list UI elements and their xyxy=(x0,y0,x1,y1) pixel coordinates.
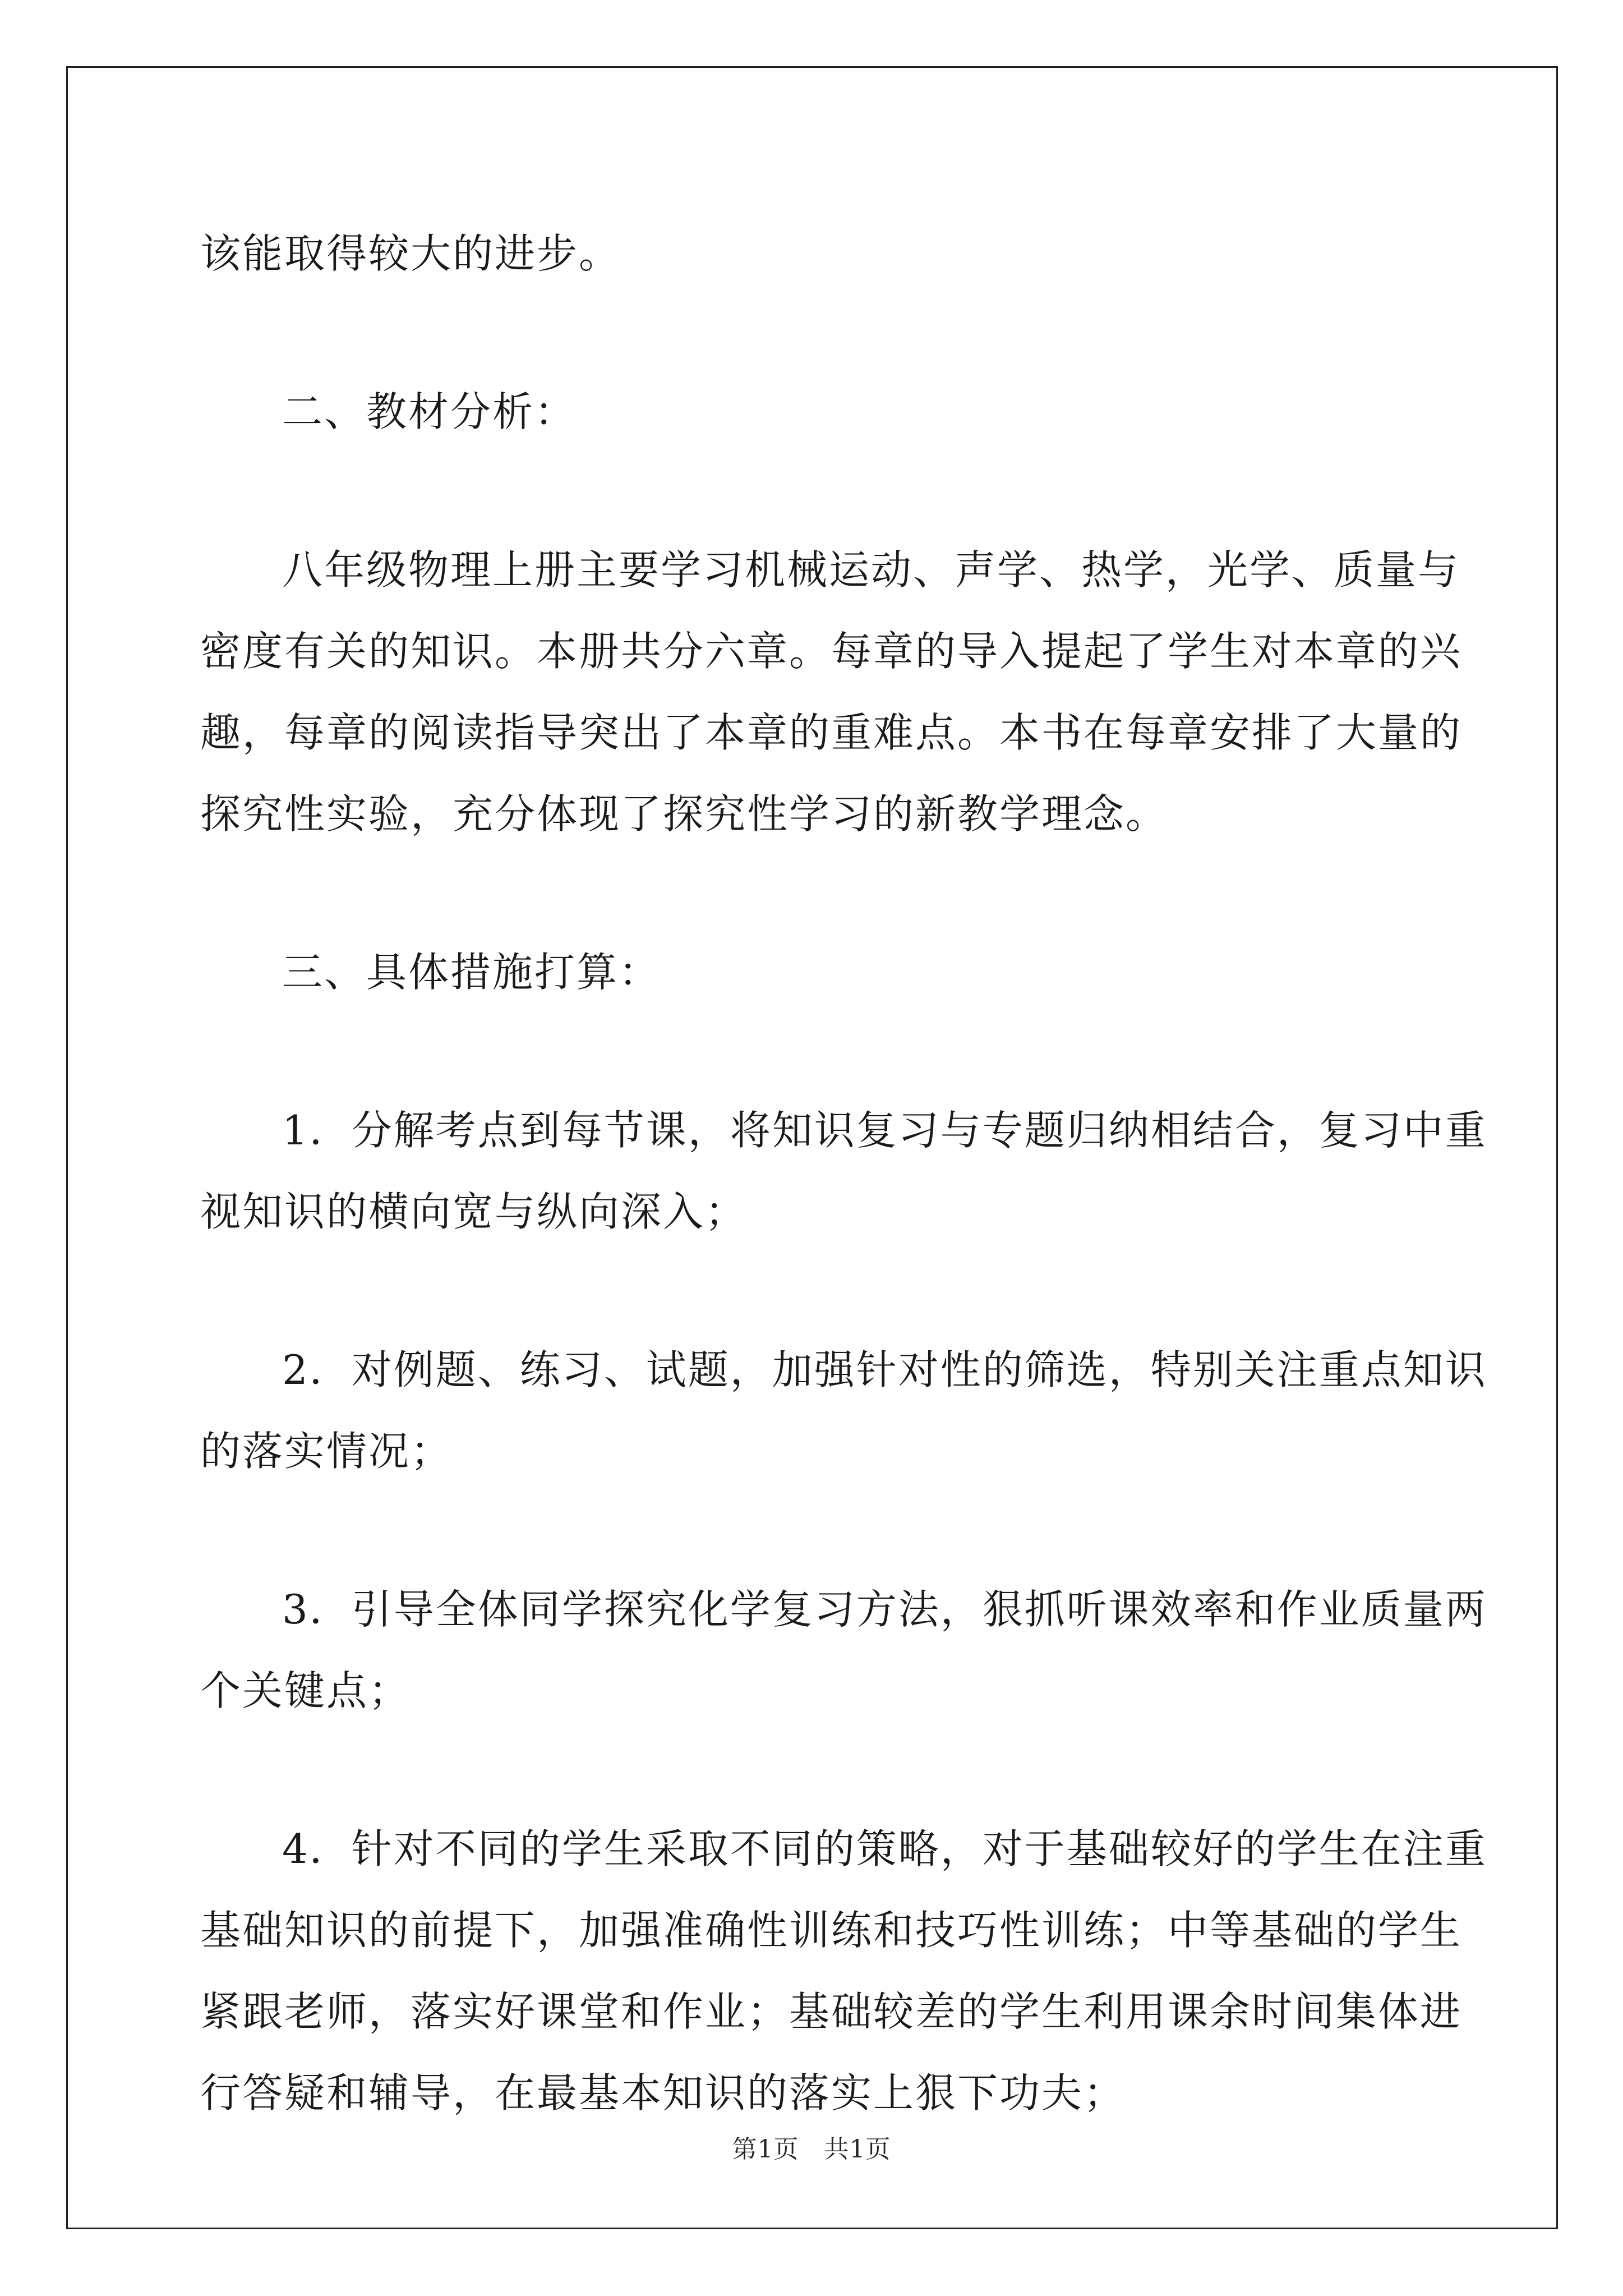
paragraph-1 xyxy=(200,213,1428,295)
text-line: 该能取得较大的进步。 xyxy=(200,230,621,277)
list-item-2 xyxy=(200,1329,1487,1492)
text-line: 探究性实验，充分体现了探究性学习的新教学理念。 xyxy=(200,790,1168,838)
document-body xyxy=(200,213,1487,2134)
text-line: 密度有关的知识。本册共分六章。每章的导入提起了学生对本章的兴 xyxy=(200,628,1463,675)
text-line: 行答疑和辅导，在最基本知识的落实上狠下功夫； xyxy=(200,2069,1126,2116)
text-line: 2．对例题、练习、试题，加强针对性的筛选，特别关注重点知识 xyxy=(282,1346,1487,1393)
list-item-3 xyxy=(200,1569,1487,1732)
text-line: 1．分解考点到每节课，将知识复习与专题归纳相结合，复习中重 xyxy=(282,1107,1487,1154)
page-number-footer: 第1页 共1页 xyxy=(732,2135,891,2164)
text-line: 二、教材分析： xyxy=(282,388,577,435)
section-heading-3 xyxy=(200,932,1428,1013)
list-item-4 xyxy=(200,1809,1487,2134)
section-heading-2 xyxy=(200,371,1428,453)
text-line: 趣，每章的阅读指导突出了本章的重难点。本书在每章安排了大量的 xyxy=(200,709,1463,756)
paragraph-textbook-analysis xyxy=(200,530,1463,855)
text-line: 的落实情况； xyxy=(200,1428,453,1475)
text-line: 基础知识的前提下，加强准确性训练和技巧性训练；中等基础的学生 xyxy=(200,1907,1463,1954)
text-line: 视知识的横向宽与纵向深入； xyxy=(200,1188,748,1235)
text-line: 三、具体措施打算： xyxy=(282,949,661,996)
text-line: 紧跟老师，落实好课堂和作业；基础较差的学生利用课余时间集体进 xyxy=(200,1988,1463,2035)
list-item-1 xyxy=(200,1090,1487,1253)
text-line: 4．针对不同的学生采取不同的策略，对于基础较好的学生在注重 xyxy=(282,1825,1487,1872)
text-line: 3．引导全体同学探究化学复习方法，狠抓听课效率和作业质量两 xyxy=(282,1586,1487,1633)
text-line: 八年级物理上册主要学习机械运动、声学、热学，光学、质量与 xyxy=(282,546,1460,593)
text-line: 个关键点； xyxy=(200,1667,411,1714)
